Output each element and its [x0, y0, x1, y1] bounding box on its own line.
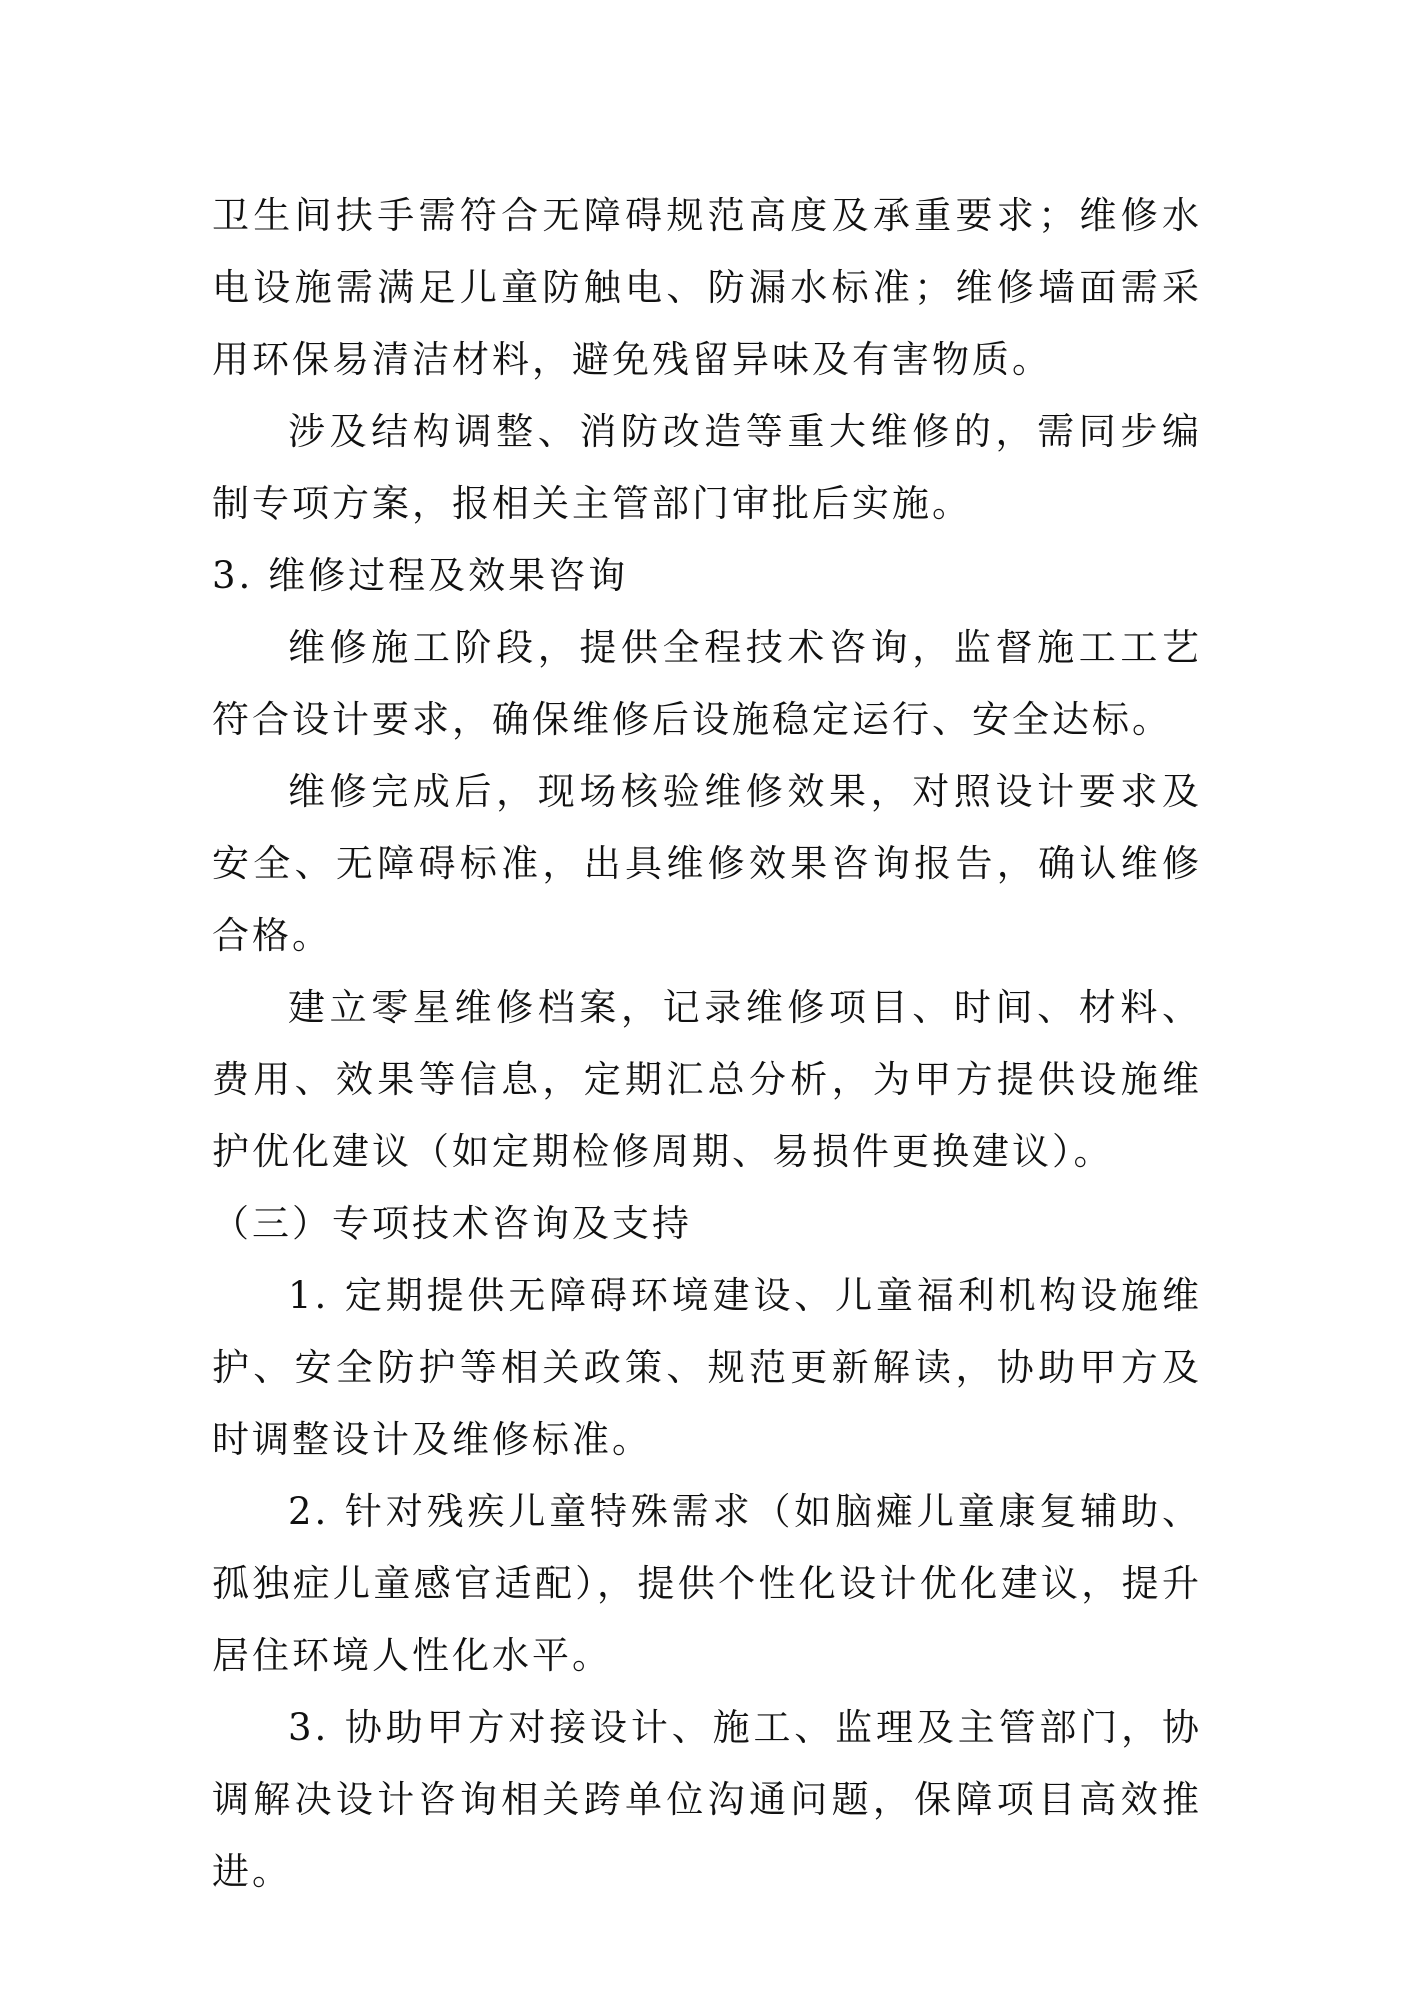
subheading-repair-process: 3. 维修过程及效果咨询: [212, 554, 629, 597]
paragraph-completion-check: 维修完成后，现场核验维修效果，对照设计要求及安全、无障碍标准，出具维修效果咨询报告，确认维修合格。: [212, 770, 1202, 957]
document-body: [212, 180, 1202, 1908]
paragraph-continued-requirements: 卫生间扶手需符合无障碍规范高度及承重要求；维修水电设施需满足儿童防触电、防漏水标准；维修墙面需采用环保易清洁材料，避免残留异味及有害物质。: [212, 194, 1202, 381]
section-heading-special-consulting: （三）专项技术咨询及支持: [212, 1202, 692, 1245]
paragraph-item-3-coordination: 3. 协助甲方对接设计、施工、监理及主管部门，协调解决设计咨询相关跨单位沟通问题，保障项目高效推进。: [212, 1706, 1202, 1893]
paragraph-major-repair: 涉及结构调整、消防改造等重大维修的，需同步编制专项方案，报相关主管部门审批后实施。: [212, 410, 1202, 525]
paragraph-item-1-policy: 1. 定期提供无障碍环境建设、儿童福利机构设施维护、安全防护等相关政策、规范更新解读，协助甲方及时调整设计及维修标准。: [212, 1274, 1202, 1461]
paragraph-construction-stage: 维修施工阶段，提供全程技术咨询，监督施工工艺符合设计要求，确保维修后设施稳定运行、安全达标。: [212, 626, 1202, 741]
paragraph-repair-archive: 建立零星维修档案，记录维修项目、时间、材料、费用、效果等信息，定期汇总分析，为甲方提供设施维护优化建议（如定期检修周期、易损件更换建议）。: [212, 986, 1202, 1173]
paragraph-item-2-special-needs: 2. 针对残疾儿童特殊需求（如脑瘫儿童康复辅助、孤独症儿童感官适配），提供个性化设计优化建议，提升居住环境人性化水平。: [212, 1490, 1202, 1677]
